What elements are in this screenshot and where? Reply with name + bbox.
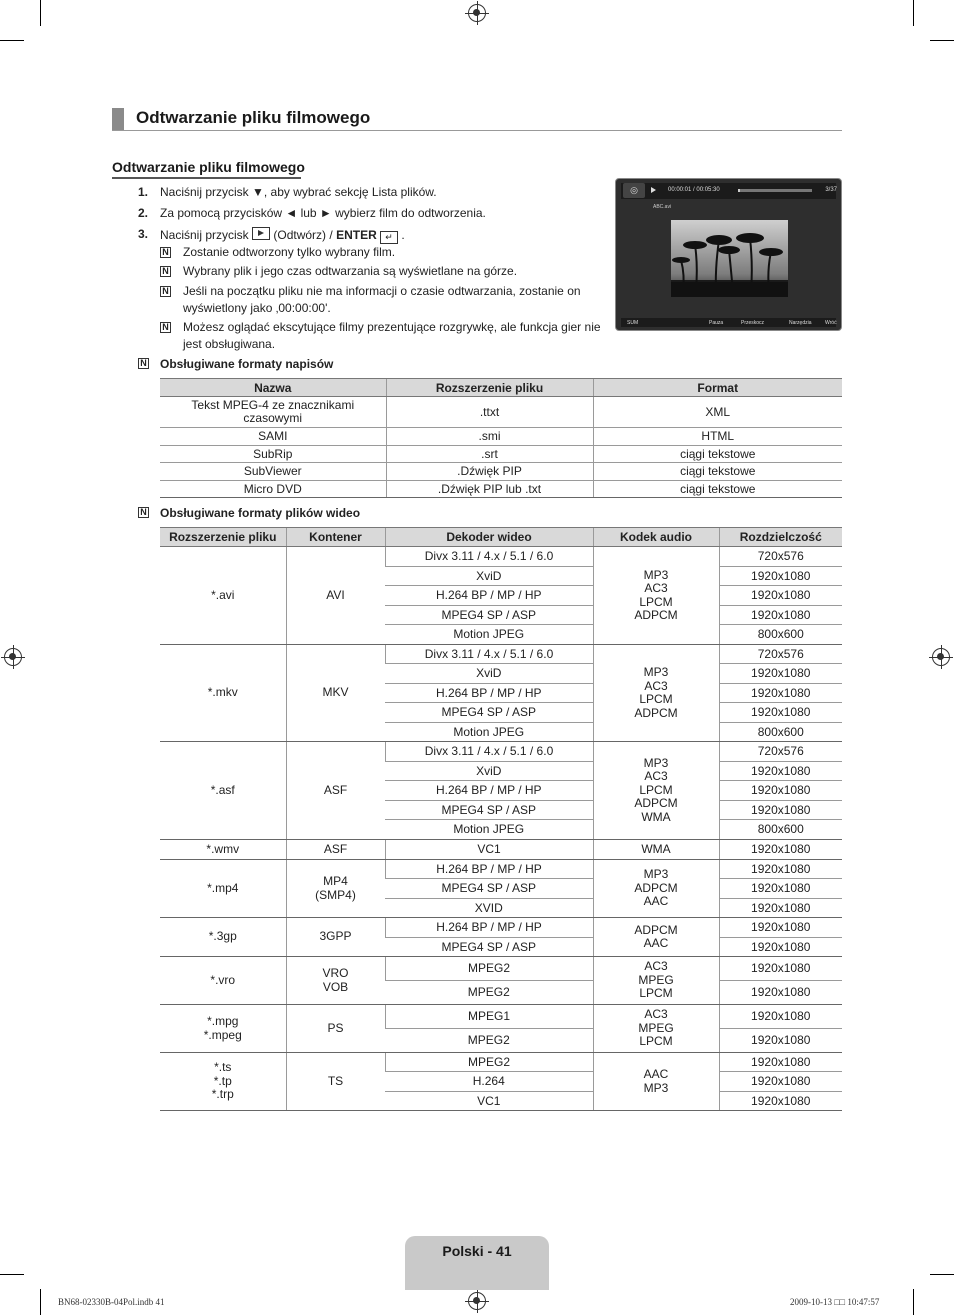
decoder-cell: MPEG4 SP / ASP bbox=[385, 606, 593, 625]
audio-codec-cell bbox=[593, 645, 719, 742]
table-cell: ciągi tekstowe bbox=[593, 463, 842, 481]
cell-line: WMA bbox=[641, 841, 671, 856]
cell-line: MP3 bbox=[643, 755, 669, 770]
decoder-cell: MPEG4 SP / ASP bbox=[385, 879, 593, 899]
table-row bbox=[160, 397, 842, 428]
extension-cell bbox=[160, 918, 286, 957]
table-header: Dekoder wideo bbox=[385, 528, 593, 547]
note-icon bbox=[138, 507, 149, 518]
decoder-cell: MPEG4 SP / ASP bbox=[385, 703, 593, 723]
crop-mark bbox=[930, 40, 954, 41]
note-text: Jeśli na początku pliku nie ma informacji o czasie odtwarzania, zostanie on bbox=[183, 284, 581, 298]
decoder-cell: Divx 3.11 / 4.x / 5.1 / 6.0 bbox=[385, 547, 593, 567]
note-text: wyświetlony jako ‚00:00:00'. bbox=[183, 301, 331, 315]
extension-cell bbox=[160, 840, 286, 860]
step-1 bbox=[138, 185, 437, 199]
container-cell bbox=[286, 957, 385, 1005]
resolution-cell: 1920x1080 bbox=[719, 1029, 842, 1053]
decoder-cell: VC1 bbox=[385, 1092, 593, 1111]
cell-line: *.mkv bbox=[207, 685, 238, 700]
step-text: Za pomocą przycisków ◄ lub ► wybierz film do odtworzenia. bbox=[160, 206, 486, 220]
audio-codec-cell bbox=[593, 1005, 719, 1053]
table-row bbox=[160, 860, 842, 879]
file-counter: 3/37 bbox=[825, 187, 837, 193]
cell-line: *.avi bbox=[211, 587, 235, 602]
media-logo-icon: ◎ bbox=[623, 183, 645, 198]
audio-codec-cell bbox=[593, 840, 719, 860]
title-accent-bar bbox=[112, 108, 124, 131]
resolution-cell: 1920x1080 bbox=[719, 1005, 842, 1029]
crop-mark bbox=[913, 1289, 914, 1315]
resolution-cell: 1920x1080 bbox=[719, 840, 842, 860]
resolution-cell: 1920x1080 bbox=[719, 1072, 842, 1092]
subtitle-formats-label: Obsługiwane formaty napisów bbox=[160, 357, 334, 371]
subtitle-formats-table bbox=[160, 378, 842, 498]
decoder-cell: MPEG2 bbox=[385, 1053, 593, 1072]
title-underline bbox=[112, 130, 842, 131]
decoder-cell: VC1 bbox=[385, 840, 593, 860]
play-button-icon bbox=[252, 227, 270, 240]
note-icon bbox=[160, 286, 171, 297]
table-row bbox=[160, 481, 842, 498]
enter-key-icon: ↵ bbox=[380, 231, 398, 244]
step-text-part: (Odtwórz) / bbox=[273, 228, 333, 242]
registration-mark-icon bbox=[932, 648, 950, 666]
extension-cell bbox=[160, 645, 286, 742]
crop-mark bbox=[40, 1289, 41, 1315]
resolution-cell: 720x576 bbox=[719, 645, 842, 664]
step-number: 3. bbox=[138, 227, 149, 241]
note-text: Możesz oglądać ekscytujące filmy prezentujące rozgrywkę, ale funkcja gier nie bbox=[183, 320, 601, 334]
audio-codec-cell bbox=[593, 957, 719, 1005]
table-cell: HTML bbox=[593, 428, 842, 446]
note-icon bbox=[160, 266, 171, 277]
audio-codec-cell bbox=[593, 742, 719, 840]
back-label: Wróć bbox=[825, 320, 837, 326]
cell-line: *.ts bbox=[214, 1060, 232, 1075]
video-frame-image bbox=[671, 220, 788, 297]
resolution-cell: 800x600 bbox=[719, 723, 842, 742]
cell-line: LPCM bbox=[639, 782, 673, 797]
cell-line: ADPCM bbox=[634, 880, 678, 895]
cell-line: *.tp bbox=[213, 1073, 232, 1088]
resolution-cell: 1920x1080 bbox=[719, 567, 842, 586]
table-header: Kontener bbox=[286, 528, 385, 547]
resolution-cell: 1920x1080 bbox=[719, 1092, 842, 1111]
decoder-cell: Motion JPEG bbox=[385, 820, 593, 840]
cell-line: MP3 bbox=[643, 867, 669, 882]
table-header-row bbox=[160, 379, 842, 397]
table-header: Kodek audio bbox=[593, 528, 719, 547]
resolution-cell: 1920x1080 bbox=[719, 918, 842, 938]
cell-line: ADPCM bbox=[634, 705, 678, 720]
container-cell bbox=[286, 742, 385, 840]
cell-line: AAC bbox=[643, 1067, 669, 1081]
note-text: Wybrany plik i jego czas odtwarzania są wyświetlane na górze. bbox=[183, 264, 518, 278]
resolution-cell: 1920x1080 bbox=[719, 781, 842, 801]
table-row bbox=[160, 840, 842, 860]
decoder-cell: H.264 BP / MP / HP bbox=[385, 781, 593, 801]
note-icon bbox=[138, 358, 149, 369]
decoder-cell: Motion JPEG bbox=[385, 625, 593, 645]
cell-line: VRO bbox=[322, 966, 349, 980]
resolution-cell: 1920x1080 bbox=[719, 957, 842, 981]
decoder-cell: Motion JPEG bbox=[385, 723, 593, 742]
note-icon bbox=[160, 247, 171, 258]
decoder-cell: MPEG2 bbox=[385, 981, 593, 1005]
table-cell: ciągi tekstowe bbox=[593, 481, 842, 498]
table-row bbox=[160, 742, 842, 762]
cell-line: MP3 bbox=[643, 665, 669, 679]
crop-mark bbox=[40, 0, 41, 26]
note-icon bbox=[160, 322, 171, 333]
crop-mark bbox=[0, 40, 24, 41]
step-number: 1. bbox=[138, 185, 149, 199]
resolution-cell: 1920x1080 bbox=[719, 981, 842, 1005]
cell-line: AC3 bbox=[644, 1007, 668, 1022]
step-number: 2. bbox=[138, 206, 149, 220]
decoder-cell: Divx 3.11 / 4.x / 5.1 / 6.0 bbox=[385, 742, 593, 762]
decoder-cell: H.264 BP / MP / HP bbox=[385, 918, 593, 938]
table-header-row bbox=[160, 528, 842, 547]
cell-line: AC3 bbox=[644, 959, 668, 974]
table-header: Format bbox=[593, 379, 842, 397]
cell-line: Tekst MPEG-4 ze znacznikami bbox=[191, 398, 355, 412]
section-heading-underline bbox=[112, 177, 301, 179]
cell-line: AC3 bbox=[644, 769, 668, 784]
cell-line: AAC bbox=[643, 936, 669, 950]
resolution-cell: 1920x1080 bbox=[719, 684, 842, 703]
video-formats-label: Obsługiwane formaty plików wideo bbox=[160, 506, 361, 520]
resolution-cell: 1920x1080 bbox=[719, 664, 842, 684]
decoder-cell: XVID bbox=[385, 899, 593, 918]
decoder-cell: XviD bbox=[385, 567, 593, 586]
decoder-cell: H.264 BP / MP / HP bbox=[385, 684, 593, 703]
table-row bbox=[160, 645, 842, 664]
resolution-cell: 1920x1080 bbox=[719, 879, 842, 899]
table-row bbox=[160, 446, 842, 463]
audio-codec-cell bbox=[593, 860, 719, 918]
skip-label: Przeskocz bbox=[741, 320, 765, 326]
extension-cell bbox=[160, 1005, 286, 1053]
table-cell: .ttxt bbox=[386, 397, 593, 428]
step-text: Naciśnij przycisk ▼, aby wybrać sekcję Lista plików. bbox=[160, 185, 437, 199]
cell-line: MPEG bbox=[638, 972, 674, 987]
cell-line: MP3 bbox=[643, 567, 669, 582]
table-row bbox=[160, 463, 842, 481]
cell-line: ASF bbox=[323, 782, 348, 797]
cell-line: *.mp4 bbox=[207, 880, 239, 895]
table-cell: .Dźwięk PIP bbox=[386, 463, 593, 481]
cell-line: *.3gp bbox=[208, 929, 237, 944]
table-cell: .srt bbox=[386, 446, 593, 463]
player-control-bar bbox=[621, 318, 836, 327]
crop-mark bbox=[0, 1274, 24, 1275]
registration-mark-icon bbox=[468, 1292, 486, 1310]
cell-line: AC3 bbox=[644, 581, 668, 595]
resolution-cell: 1920x1080 bbox=[719, 801, 842, 820]
cell-line: MKV bbox=[322, 685, 349, 700]
decoder-cell: MPEG2 bbox=[385, 1029, 593, 1053]
extension-cell bbox=[160, 742, 286, 840]
decoder-cell: MPEG2 bbox=[385, 957, 593, 981]
table-row bbox=[160, 957, 842, 981]
table-cell: SubViewer bbox=[160, 463, 386, 481]
video-formats-table bbox=[160, 527, 842, 1111]
table-cell bbox=[160, 397, 386, 428]
step-3 bbox=[138, 227, 405, 242]
pause-label: Pauza bbox=[709, 320, 724, 326]
table-cell: .Dźwięk PIP lub .txt bbox=[386, 481, 593, 498]
table-row bbox=[160, 1005, 842, 1029]
registration-mark-icon bbox=[468, 4, 486, 22]
resolution-cell: 1920x1080 bbox=[719, 586, 842, 606]
table-row bbox=[160, 1053, 842, 1072]
footer-file-info: BN68-02330B-04Pol.indb 41 bbox=[58, 1297, 165, 1307]
cell-line: (SMP4) bbox=[315, 887, 356, 902]
table-header: Rozszerzenie pliku bbox=[160, 528, 286, 547]
tools-label: Narzędzia bbox=[789, 320, 812, 326]
table-cell: SubRip bbox=[160, 446, 386, 463]
resolution-cell: 1920x1080 bbox=[719, 1053, 842, 1072]
table-cell: SAMI bbox=[160, 428, 386, 446]
decoder-cell: MPEG1 bbox=[385, 1005, 593, 1029]
cell-line: 3GPP bbox=[319, 929, 352, 944]
sum-label: SUM bbox=[627, 320, 639, 326]
cell-line: AAC bbox=[643, 894, 669, 909]
progress-bar bbox=[738, 189, 812, 192]
cell-line: VOB bbox=[322, 979, 349, 994]
crop-mark bbox=[913, 0, 914, 26]
note-text: jest obsługiwana. bbox=[183, 337, 276, 351]
cell-line: ADPCM bbox=[634, 922, 678, 937]
table-row bbox=[160, 547, 842, 567]
cell-line: ADPCM bbox=[634, 796, 678, 811]
cell-line: LPCM bbox=[639, 986, 673, 1001]
cell-line: PS bbox=[327, 1020, 344, 1035]
palm-trees-image bbox=[671, 220, 788, 297]
table-header: Rozszerzenie pliku bbox=[386, 379, 593, 397]
resolution-cell: 1920x1080 bbox=[719, 762, 842, 781]
cell-line: ASF bbox=[323, 841, 348, 856]
container-cell bbox=[286, 1005, 385, 1053]
page-number: Polski - 41 bbox=[442, 1243, 512, 1259]
decoder-cell: XviD bbox=[385, 664, 593, 684]
cell-line: LPCM bbox=[639, 1034, 673, 1049]
footer-timestamp: 2009-10-13 □□ 10:47:57 bbox=[790, 1297, 880, 1307]
resolution-cell: 1920x1080 bbox=[719, 703, 842, 723]
decoder-cell: Divx 3.11 / 4.x / 5.1 / 6.0 bbox=[385, 645, 593, 664]
cell-line: *.mpg bbox=[207, 1014, 239, 1028]
decoder-cell: H.264 BP / MP / HP bbox=[385, 860, 593, 879]
cell-line: *.trp bbox=[211, 1087, 234, 1102]
table-cell: .smi bbox=[386, 428, 593, 446]
table-row bbox=[160, 428, 842, 446]
cell-line: *.asf bbox=[210, 782, 235, 797]
resolution-cell: 1920x1080 bbox=[719, 938, 842, 957]
step-text-part: Naciśnij przycisk bbox=[160, 228, 249, 242]
decoder-cell: XviD bbox=[385, 762, 593, 781]
container-cell bbox=[286, 547, 385, 645]
table-cell: ciągi tekstowe bbox=[593, 446, 842, 463]
table-header: Rozdzielczość bbox=[719, 528, 842, 547]
step-2 bbox=[138, 206, 486, 220]
section-heading: Odtwarzanie pliku filmowego bbox=[112, 159, 305, 175]
playback-time: 00:00:01 / 00:05:30 bbox=[668, 187, 720, 193]
resolution-cell: 1920x1080 bbox=[719, 606, 842, 625]
decoder-cell: MPEG4 SP / ASP bbox=[385, 801, 593, 820]
cell-line: MPEG bbox=[638, 1020, 674, 1035]
cell-line: czasowymi bbox=[243, 411, 303, 425]
resolution-cell: 720x576 bbox=[719, 547, 842, 567]
tv-screenshot bbox=[615, 178, 842, 331]
container-cell bbox=[286, 1053, 385, 1111]
cell-line: LPCM bbox=[639, 594, 673, 609]
container-cell bbox=[286, 645, 385, 742]
registration-mark-icon bbox=[4, 648, 22, 666]
cell-line: AVI bbox=[326, 587, 345, 602]
progress-fill bbox=[738, 189, 740, 192]
extension-cell bbox=[160, 547, 286, 645]
cell-line: *.wmv bbox=[206, 841, 240, 856]
note-text: Zostanie odtworzony tylko wybrany film. bbox=[183, 245, 396, 259]
resolution-cell: 1920x1080 bbox=[719, 899, 842, 918]
decoder-cell: H.264 bbox=[385, 1072, 593, 1092]
container-cell bbox=[286, 860, 385, 918]
cell-line: MP3 bbox=[643, 1080, 669, 1095]
cell-line: WMA bbox=[641, 809, 671, 824]
extension-cell bbox=[160, 1053, 286, 1111]
crop-mark bbox=[930, 1274, 954, 1275]
resolution-cell: 800x600 bbox=[719, 820, 842, 840]
audio-codec-cell bbox=[593, 1053, 719, 1111]
decoder-cell: MPEG4 SP / ASP bbox=[385, 938, 593, 957]
cell-line: AC3 bbox=[644, 678, 668, 693]
page-title: Odtwarzanie pliku filmowego bbox=[136, 108, 371, 127]
step-text bbox=[160, 227, 405, 244]
container-cell bbox=[286, 840, 385, 860]
table-header: Nazwa bbox=[160, 379, 386, 397]
cell-line: *.vro bbox=[210, 972, 236, 987]
cell-line: ADPCM bbox=[634, 608, 678, 622]
cell-line: TS bbox=[327, 1073, 344, 1088]
play-icon bbox=[651, 187, 656, 193]
container-cell bbox=[286, 918, 385, 957]
resolution-cell: 1920x1080 bbox=[719, 860, 842, 879]
table-cell: XML bbox=[593, 397, 842, 428]
extension-cell bbox=[160, 860, 286, 918]
enter-label: ENTER bbox=[336, 228, 377, 242]
extension-cell bbox=[160, 957, 286, 1005]
decoder-cell: H.264 BP / MP / HP bbox=[385, 586, 593, 606]
cell-line: LPCM bbox=[639, 692, 673, 706]
cell-line: *.mpeg bbox=[203, 1027, 242, 1042]
step-text-part: . bbox=[401, 228, 405, 242]
audio-codec-cell bbox=[593, 918, 719, 957]
table-cell: Micro DVD bbox=[160, 481, 386, 498]
resolution-cell: 800x600 bbox=[719, 625, 842, 645]
resolution-cell: 720x576 bbox=[719, 742, 842, 762]
file-name: ABC.avi bbox=[653, 204, 672, 210]
table-row bbox=[160, 918, 842, 938]
audio-codec-cell bbox=[593, 547, 719, 645]
cell-line: MP4 bbox=[323, 874, 348, 888]
